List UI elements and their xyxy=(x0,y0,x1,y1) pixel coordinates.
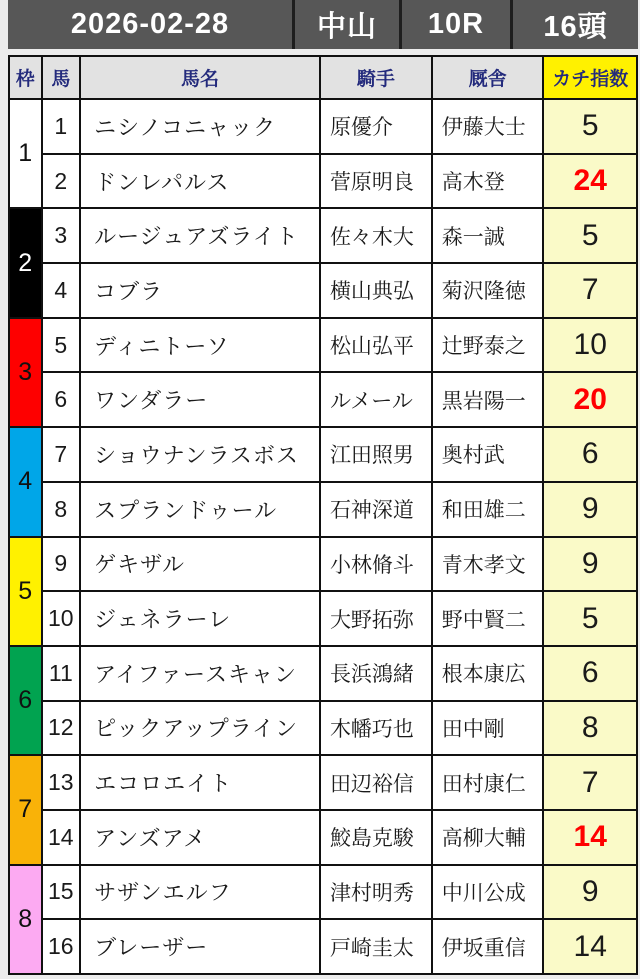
jockey-name: 鮫島克駿 xyxy=(320,810,432,865)
frame-cell: 3 xyxy=(9,318,42,427)
table-row xyxy=(9,482,637,537)
horse-name: ディニトーソ xyxy=(80,318,320,373)
horse-number: 16 xyxy=(42,919,81,974)
stable-name: 和田雄二 xyxy=(432,482,544,537)
frame-cell: 5 xyxy=(9,537,42,646)
frame-cell: 2 xyxy=(9,208,42,317)
table-row xyxy=(9,427,637,482)
table-row xyxy=(9,99,637,154)
jockey-name: 佐々木大 xyxy=(320,208,432,263)
stable-name: 奥村武 xyxy=(432,427,544,482)
jockey-name: 津村明秀 xyxy=(320,865,432,920)
horse-name: ゲキザル xyxy=(80,537,320,592)
frame-cell: 7 xyxy=(9,755,42,864)
stable-name: 菊沢隆徳 xyxy=(432,263,544,318)
horse-number: 7 xyxy=(42,427,81,482)
horse-name: ブレーザー xyxy=(80,919,320,974)
jockey-name: 江田照男 xyxy=(320,427,432,482)
table-row xyxy=(9,646,637,701)
col-header-jockey: 騎手 xyxy=(320,56,432,99)
kachi-index: 20 xyxy=(543,372,637,427)
horse-number: 8 xyxy=(42,482,81,537)
frame-cell: 6 xyxy=(9,646,42,755)
table-row xyxy=(9,865,637,920)
table-row xyxy=(9,591,637,646)
horse-number: 2 xyxy=(42,154,81,209)
horse-name: スプランドゥール xyxy=(80,482,320,537)
horse-name: ピックアップライン xyxy=(80,701,320,756)
col-header-name: 馬名 xyxy=(80,56,320,99)
horse-number: 11 xyxy=(42,646,81,701)
table-row xyxy=(9,755,637,810)
kachi-index: 6 xyxy=(543,646,637,701)
stable-name: 森一誠 xyxy=(432,208,544,263)
stable-name: 伊藤大士 xyxy=(432,99,544,154)
horse-name: ドンレパルス xyxy=(80,154,320,209)
stable-name: 田中剛 xyxy=(432,701,544,756)
horse-number: 13 xyxy=(42,755,81,810)
table-row xyxy=(9,208,637,263)
horse-name: アンズアメ xyxy=(80,810,320,865)
stable-name: 中川公成 xyxy=(432,865,544,920)
kachi-index: 9 xyxy=(543,537,637,592)
col-header-index: カチ指数 xyxy=(543,56,637,99)
kachi-index: 6 xyxy=(543,427,637,482)
table-row xyxy=(9,919,637,974)
jockey-name: 石神深道 xyxy=(320,482,432,537)
stable-name: 青木孝文 xyxy=(432,537,544,592)
horse-name: コブラ xyxy=(80,263,320,318)
jockey-name: 田辺裕信 xyxy=(320,755,432,810)
kachi-index: 14 xyxy=(543,919,637,974)
jockey-name: 木幡巧也 xyxy=(320,701,432,756)
horse-number: 4 xyxy=(42,263,81,318)
horse-name: サザンエルフ xyxy=(80,865,320,920)
jockey-name: 戸崎圭太 xyxy=(320,919,432,974)
jockey-name: 横山典弘 xyxy=(320,263,432,318)
horse-number: 12 xyxy=(42,701,81,756)
stable-name: 田村康仁 xyxy=(432,755,544,810)
jockey-name: 原優介 xyxy=(320,99,432,154)
column-header-row xyxy=(9,56,637,99)
horse-name: ニシノコニャック xyxy=(80,99,320,154)
table-row xyxy=(9,154,637,209)
frame-cell: 4 xyxy=(9,427,42,536)
table-row xyxy=(9,372,637,427)
head-count: 16頭 xyxy=(513,0,638,49)
stable-name: 野中賢二 xyxy=(432,591,544,646)
kachi-index: 5 xyxy=(543,208,637,263)
horse-name: ワンダラー xyxy=(80,372,320,427)
kachi-index: 8 xyxy=(543,701,637,756)
col-header-frame: 枠 xyxy=(9,56,42,99)
table-row xyxy=(9,537,637,592)
stable-name: 高木登 xyxy=(432,154,544,209)
race-info-bar xyxy=(8,0,638,49)
horse-number: 9 xyxy=(42,537,81,592)
horse-number: 1 xyxy=(42,99,81,154)
horse-number: 5 xyxy=(42,318,81,373)
horse-number: 14 xyxy=(42,810,81,865)
table-row xyxy=(9,810,637,865)
frame-cell: 8 xyxy=(9,865,42,974)
horse-name: ショウナンラスボス xyxy=(80,427,320,482)
stable-name: 伊坂重信 xyxy=(432,919,544,974)
col-header-stable: 厩舎 xyxy=(432,56,544,99)
stable-name: 根本康広 xyxy=(432,646,544,701)
race-card-table xyxy=(8,55,638,975)
race-date: 2026-02-28 xyxy=(8,0,292,49)
table-row xyxy=(9,318,637,373)
horse-number: 6 xyxy=(42,372,81,427)
jockey-name: 大野拓弥 xyxy=(320,591,432,646)
horse-name: ルージュアズライト xyxy=(80,208,320,263)
kachi-index: 24 xyxy=(543,154,637,209)
kachi-index: 9 xyxy=(543,482,637,537)
horse-number: 10 xyxy=(42,591,81,646)
jockey-name: 長浜鴻緒 xyxy=(320,646,432,701)
kachi-index: 7 xyxy=(543,755,637,810)
stable-name: 高柳大輔 xyxy=(432,810,544,865)
kachi-index: 9 xyxy=(543,865,637,920)
kachi-index: 5 xyxy=(543,99,637,154)
kachi-index: 7 xyxy=(543,263,637,318)
stable-name: 黒岩陽一 xyxy=(432,372,544,427)
horse-name: ジェネラーレ xyxy=(80,591,320,646)
jockey-name: 小林脩斗 xyxy=(320,537,432,592)
horse-number: 15 xyxy=(42,865,81,920)
jockey-name: 菅原明良 xyxy=(320,154,432,209)
jockey-name: 松山弘平 xyxy=(320,318,432,373)
frame-cell: 1 xyxy=(9,99,42,208)
track-name: 中山 xyxy=(295,0,399,49)
table-row xyxy=(9,701,637,756)
kachi-index: 14 xyxy=(543,810,637,865)
stable-name: 辻野泰之 xyxy=(432,318,544,373)
horse-name: アイファースキャン xyxy=(80,646,320,701)
jockey-name: ルメール xyxy=(320,372,432,427)
kachi-index: 10 xyxy=(543,318,637,373)
table-row xyxy=(9,263,637,318)
horse-name: エコロエイト xyxy=(80,755,320,810)
horse-number: 3 xyxy=(42,208,81,263)
race-number: 10R xyxy=(402,0,510,49)
kachi-index: 5 xyxy=(543,591,637,646)
col-header-horse: 馬 xyxy=(42,56,81,99)
